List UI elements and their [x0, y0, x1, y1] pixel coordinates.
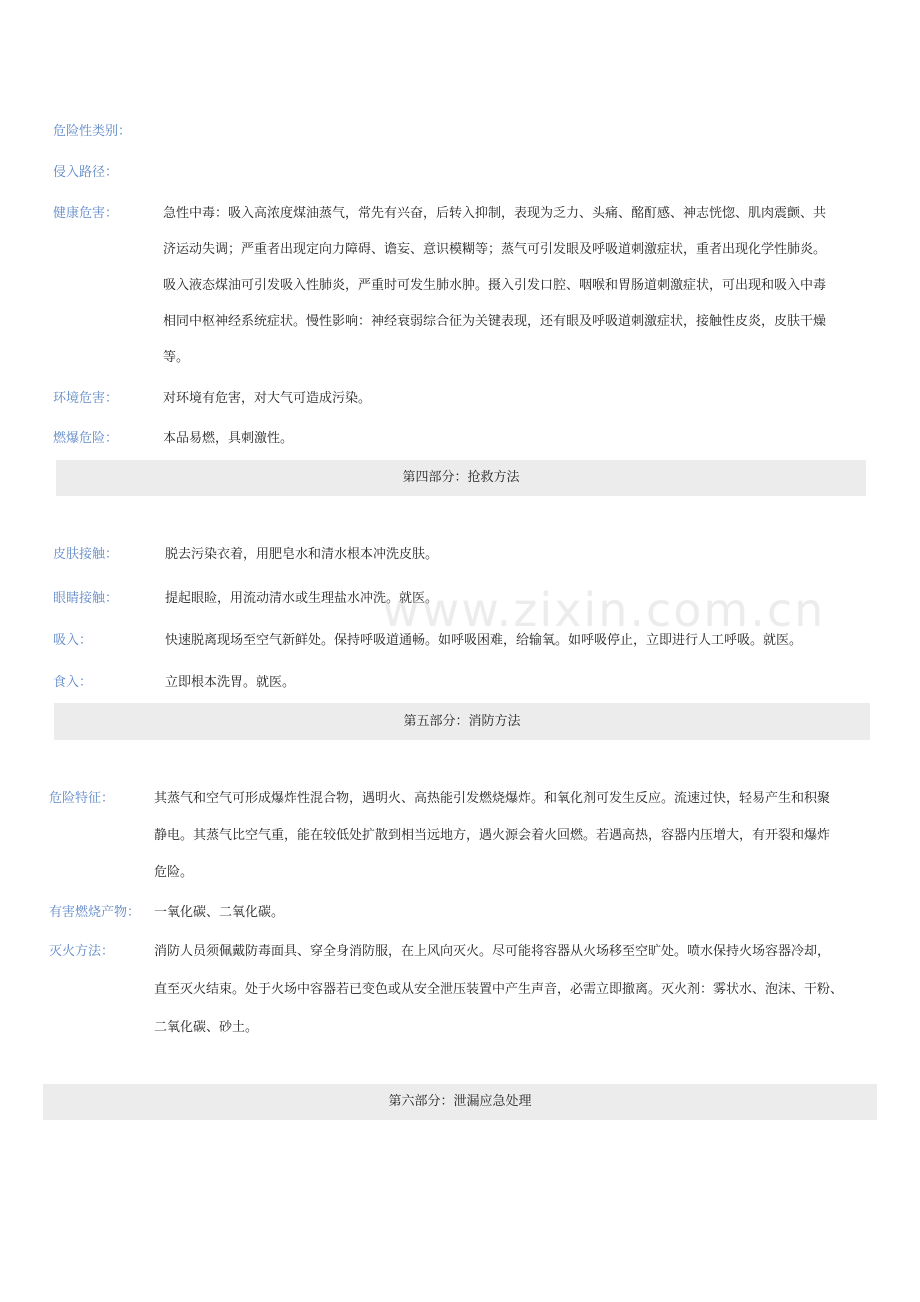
- extinguishing-text: [154, 943, 843, 1037]
- eye-contact-text: 提起眼睑，用流动清水或生理盐水冲洗。就医。: [165, 591, 439, 606]
- hazard-line-3: 危险。: [154, 865, 194, 880]
- extinguishing-line-2: 直至灭火结束。处于火场中容器若已变色或从安全泄压装置中产生声音，必需立即撤离。灭火剂：雾状水、泡沫、干粉、: [154, 982, 844, 997]
- inhalation-text: 快速脱离现场至空气新鲜处。保持呼吸道通畅。如呼吸困难，给输氧。如呼吸停止，立即进行人工呼吸。就医。: [165, 633, 803, 648]
- hazard-line-2: 静电。其蒸气比空气重，能在较低处扩散到相当远地方，遇火源会着火回燃。若遇高热，容器内压增大，有开裂和爆炸: [154, 828, 831, 843]
- hazard-feature-text: [154, 790, 830, 882]
- ingestion-label: 食入：: [53, 675, 93, 690]
- eye-contact-label: 眼睛接触：: [53, 591, 119, 606]
- environment-hazard-text: 对环境有危害，对大气可造成污染。: [163, 391, 372, 406]
- health-line-2: 济运动失调；严重者出现定向力障碍、谵妄、意识模糊等；蒸气可引发眼及呼吸道刺激症状，重者出现化学性肺炎。: [163, 242, 827, 257]
- inhalation-label: 吸入：: [53, 633, 93, 648]
- extinguishing-label: 灭火方法：: [49, 944, 115, 959]
- environment-hazard-label: 环境危害：: [53, 391, 119, 406]
- section-5-header: 第五部分：消防方法: [54, 703, 870, 740]
- health-hazard-label: 健康危害：: [53, 206, 119, 221]
- skin-contact-label: 皮肤接触：: [53, 547, 119, 562]
- hazard-line-1: 其蒸气和空气可形成爆炸性混合物，遇明火、高热能引发燃烧爆炸。和氧化剂可发生反应。流速过快，轻易产生和积聚: [154, 791, 831, 806]
- extinguishing-line-1: 消防人员须佩戴防毒面具、穿全身消防服，在上风向灭火。尽可能将容器从火场移至空旷处。喷水保持火场容器冷却，: [154, 944, 831, 959]
- fire-explosion-text: 本品易燃，具刺激性。: [163, 431, 294, 446]
- health-line-5: 等。: [163, 350, 190, 365]
- hazard-feature-label: 危险特征：: [49, 791, 115, 806]
- health-hazard-text: [163, 205, 826, 367]
- skin-contact-text: 脱去污染衣着，用肥皂水和清水根本冲洗皮肤。: [165, 547, 439, 562]
- ingestion-text: 立即根本洗胃。就医。: [165, 675, 296, 690]
- combustion-products-text: 一氧化碳、二氧化碳。: [154, 905, 285, 920]
- route-label: 侵入路径：: [53, 165, 119, 180]
- fire-explosion-label: 燃爆危险：: [53, 431, 119, 446]
- combustion-products-label: 有害燃烧产物：: [49, 905, 141, 920]
- extinguishing-line-3: 二氧化碳、砂土。: [154, 1020, 259, 1035]
- section-6-header: 第六部分：泄漏应急处理: [43, 1084, 877, 1120]
- watermark: www.zixin.com.cn: [382, 583, 826, 637]
- section-4-header: 第四部分：抢救方法: [56, 460, 866, 496]
- health-line-3: 吸入液态煤油可引发吸入性肺炎，严重时可发生肺水肿。摄入引发口腔、咽喉和胃肠道刺激症状，可出现和吸入中毒: [163, 278, 827, 293]
- health-line-4: 相同中枢神经系统症状。慢性影响：神经衰弱综合征为关键表现，还有眼及呼吸道刺激症状，接触性皮炎，皮肤干燥: [163, 314, 827, 329]
- hazard-category-label: 危险性类别：: [53, 124, 132, 139]
- health-line-1: 急性中毒：吸入高浓度煤油蒸气，常先有兴奋，后转入抑制，表现为乏力、头痛、酩酊感、神志恍惚、肌肉震颤、共: [163, 206, 827, 221]
